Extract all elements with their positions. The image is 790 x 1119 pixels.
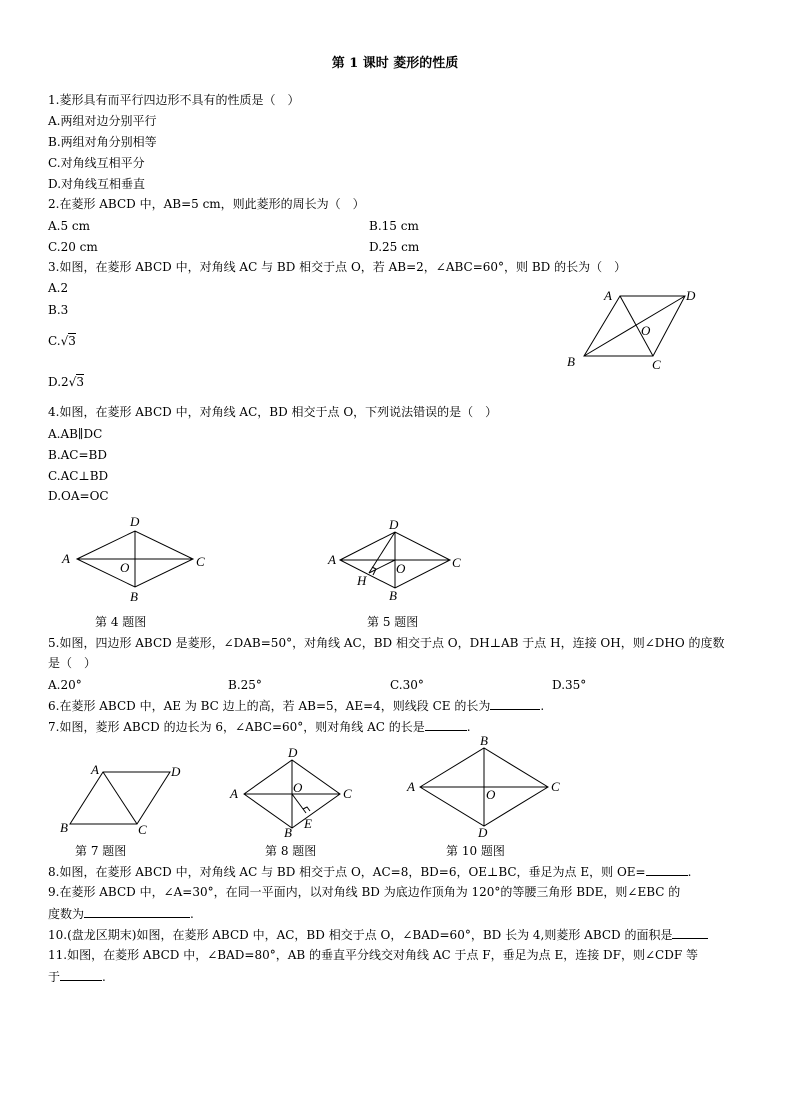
label-b: B (389, 588, 397, 603)
q5-stem-cont: 是（ ） (48, 656, 97, 670)
q4-option-a: A.AB∥DC (48, 427, 103, 441)
sqrt-sign: √ (68, 375, 77, 389)
q11-stem: 11.如图，在菱形 ABCD 中，∠BAD=80°，AB 的垂直平分线交对角线 AC 于点 F，垂足为点 E，连接 DF，则∠CDF 等 (48, 948, 698, 962)
q10-answer-blank[interactable] (672, 927, 708, 939)
q3-option-d (48, 375, 84, 389)
q8-end: . (687, 865, 692, 879)
label-d: D (389, 517, 399, 532)
q3-option-a: A.2 (48, 281, 69, 295)
caption-fig10: 第 10 题图 (446, 844, 505, 858)
q1-stem: 1.菱形具有而平行四边形不具有的性质是（ ） (48, 93, 300, 107)
label-o: O (396, 561, 406, 576)
label-a: A (328, 552, 336, 567)
q11-line2 (48, 969, 106, 984)
q8 (48, 864, 691, 879)
figure-q8 (226, 746, 366, 841)
figure-q10 (405, 733, 570, 843)
q10-stem: 10.(盘龙区期末)如图，在菱形 ABCD 中，AC，BD 相交于点 O，∠BAD=60°，BD 长为 4,则菱形 ABCD 的面积是 (48, 928, 673, 942)
q4-option-b: B.AC=BD (48, 448, 107, 462)
q3-option-c-radicand: 3 (68, 334, 76, 348)
q3-option-b: B.3 (48, 303, 69, 317)
caption-fig8: 第 8 题图 (265, 844, 317, 858)
q5-option-d: D.35° (552, 678, 587, 692)
label-c: C (452, 555, 461, 570)
label-c: C (138, 822, 147, 837)
q7-answer-blank[interactable] (425, 719, 467, 731)
q5-stem: 5.如图，四边形 ABCD 是菱形，∠DAB=50°，对角线 AC，BD 相交于点 O，DH⊥AB 于点 H，连接 OH，则∠DHO 的度数 (48, 636, 725, 650)
q3-stem: 3.如图，在菱形 ABCD 中，对角线 AC 与 BD 相交于点 O，若 AB=2，∠ABC=60°，则 BD 的长为（ ） (48, 260, 627, 274)
q11-stem-cont: 于 (48, 970, 61, 984)
q5-option-b: B.25° (228, 678, 262, 692)
label-b: B (284, 825, 292, 840)
diagonal-ac (103, 772, 137, 824)
label-o: O (120, 560, 130, 575)
q4-stem: 4.如图，在菱形 ABCD 中，对角线 AC，BD 相交于点 O，下列说法错误的是（ ） (48, 405, 498, 419)
label-b: B (60, 820, 68, 835)
label-c: C (551, 779, 560, 794)
label-a: A (230, 786, 238, 801)
q7-stem: 7.如图，菱形 ABCD 的边长为 6，∠ABC=60°，则对角线 AC 的长是 (48, 720, 425, 734)
label-o: O (486, 787, 496, 802)
q6-answer-blank[interactable] (490, 698, 540, 710)
q11-end: . (102, 970, 106, 984)
q2-option-a: A.5 cm (48, 219, 91, 233)
label-a: A (91, 762, 99, 777)
figure-q5 (325, 512, 465, 607)
q6-end: . (540, 699, 545, 713)
label-d: D (686, 288, 696, 303)
label-c: C (652, 357, 661, 372)
label-d: D (478, 825, 488, 840)
figure-q4 (55, 510, 215, 605)
q7-end: . (466, 720, 471, 734)
label-b: B (130, 589, 138, 604)
label-h: H (357, 573, 367, 588)
label-o: O (293, 780, 303, 795)
q9-line2 (48, 906, 194, 921)
q8-stem: 8.如图，在菱形 ABCD 中，对角线 AC 与 BD 相交于点 O，AC=8，BD=6，OE⊥BC，垂足为点 E，则 OE= (48, 865, 646, 879)
label-e: E (304, 816, 312, 831)
label-a: A (604, 288, 612, 303)
label-a: A (407, 779, 415, 794)
q2-stem: 2.在菱形 ABCD 中，AB=5 cm，则此菱形的周长为（ ） (48, 197, 365, 211)
q9-stem-cont: 度数为 (48, 907, 85, 921)
label-d: D (130, 514, 140, 529)
q2-option-b: B.15 cm (369, 219, 419, 233)
figure-q7 (58, 758, 198, 838)
label-c: C (343, 786, 352, 801)
caption-fig4: 第 4 题图 (95, 615, 147, 629)
q6-stem: 6.在菱形 ABCD 中，AE 为 BC 边上的高，若 AB=5，AE=4，则线段 CE 的长为 (48, 699, 491, 713)
q1-option-c: C.对角线互相平分 (48, 156, 145, 170)
q9-stem: 9.在菱形 ABCD 中，∠A=30°，在同一平面内，以对角线 BD 为底边作顶角为 120°的等腰三角形 BDE，则∠EBC 的 (48, 885, 681, 899)
label-b: B (480, 733, 488, 748)
diagonal-bd (584, 296, 685, 356)
label-d: D (171, 764, 181, 779)
q3-option-d-radicand: 3 (76, 375, 84, 389)
q9-answer-blank[interactable] (84, 906, 190, 918)
sqrt-sign: √ (60, 334, 69, 348)
caption-fig7: 第 7 题图 (75, 844, 127, 858)
q4-option-c: C.AC⊥BD (48, 469, 109, 483)
label-b: B (567, 354, 575, 369)
page-title: 第 1 课时 菱形的性质 (331, 56, 459, 71)
q8-answer-blank[interactable] (646, 864, 688, 876)
q1-option-d: D.对角线互相垂直 (48, 177, 146, 191)
q5-option-a: A.20° (48, 678, 82, 692)
figure-q3 (560, 285, 710, 375)
q2-option-c: C.20 cm (48, 240, 98, 254)
q5-option-c: C.30° (390, 678, 424, 692)
q7 (48, 719, 471, 734)
q3-option-c (48, 334, 76, 348)
label-d: D (288, 745, 298, 760)
label-o: O (641, 323, 651, 338)
segment-oe (292, 794, 306, 813)
q4-option-d: D.OA=OC (48, 489, 109, 503)
q9-end: . (190, 907, 194, 921)
q2-option-d: D.25 cm (369, 240, 420, 254)
q6 (48, 698, 544, 713)
label-c: C (196, 554, 205, 569)
caption-fig5: 第 5 题图 (367, 615, 419, 629)
q3-option-c-prefix: C. (48, 334, 61, 348)
q1-option-b: B.两组对角分别相等 (48, 135, 157, 149)
q3-option-d-prefix: D.2 (48, 375, 69, 389)
q10 (48, 927, 708, 942)
q1-option-a: A.两组对边分别平行 (48, 114, 157, 128)
label-a: A (62, 551, 70, 566)
q11-answer-blank[interactable] (60, 969, 102, 981)
